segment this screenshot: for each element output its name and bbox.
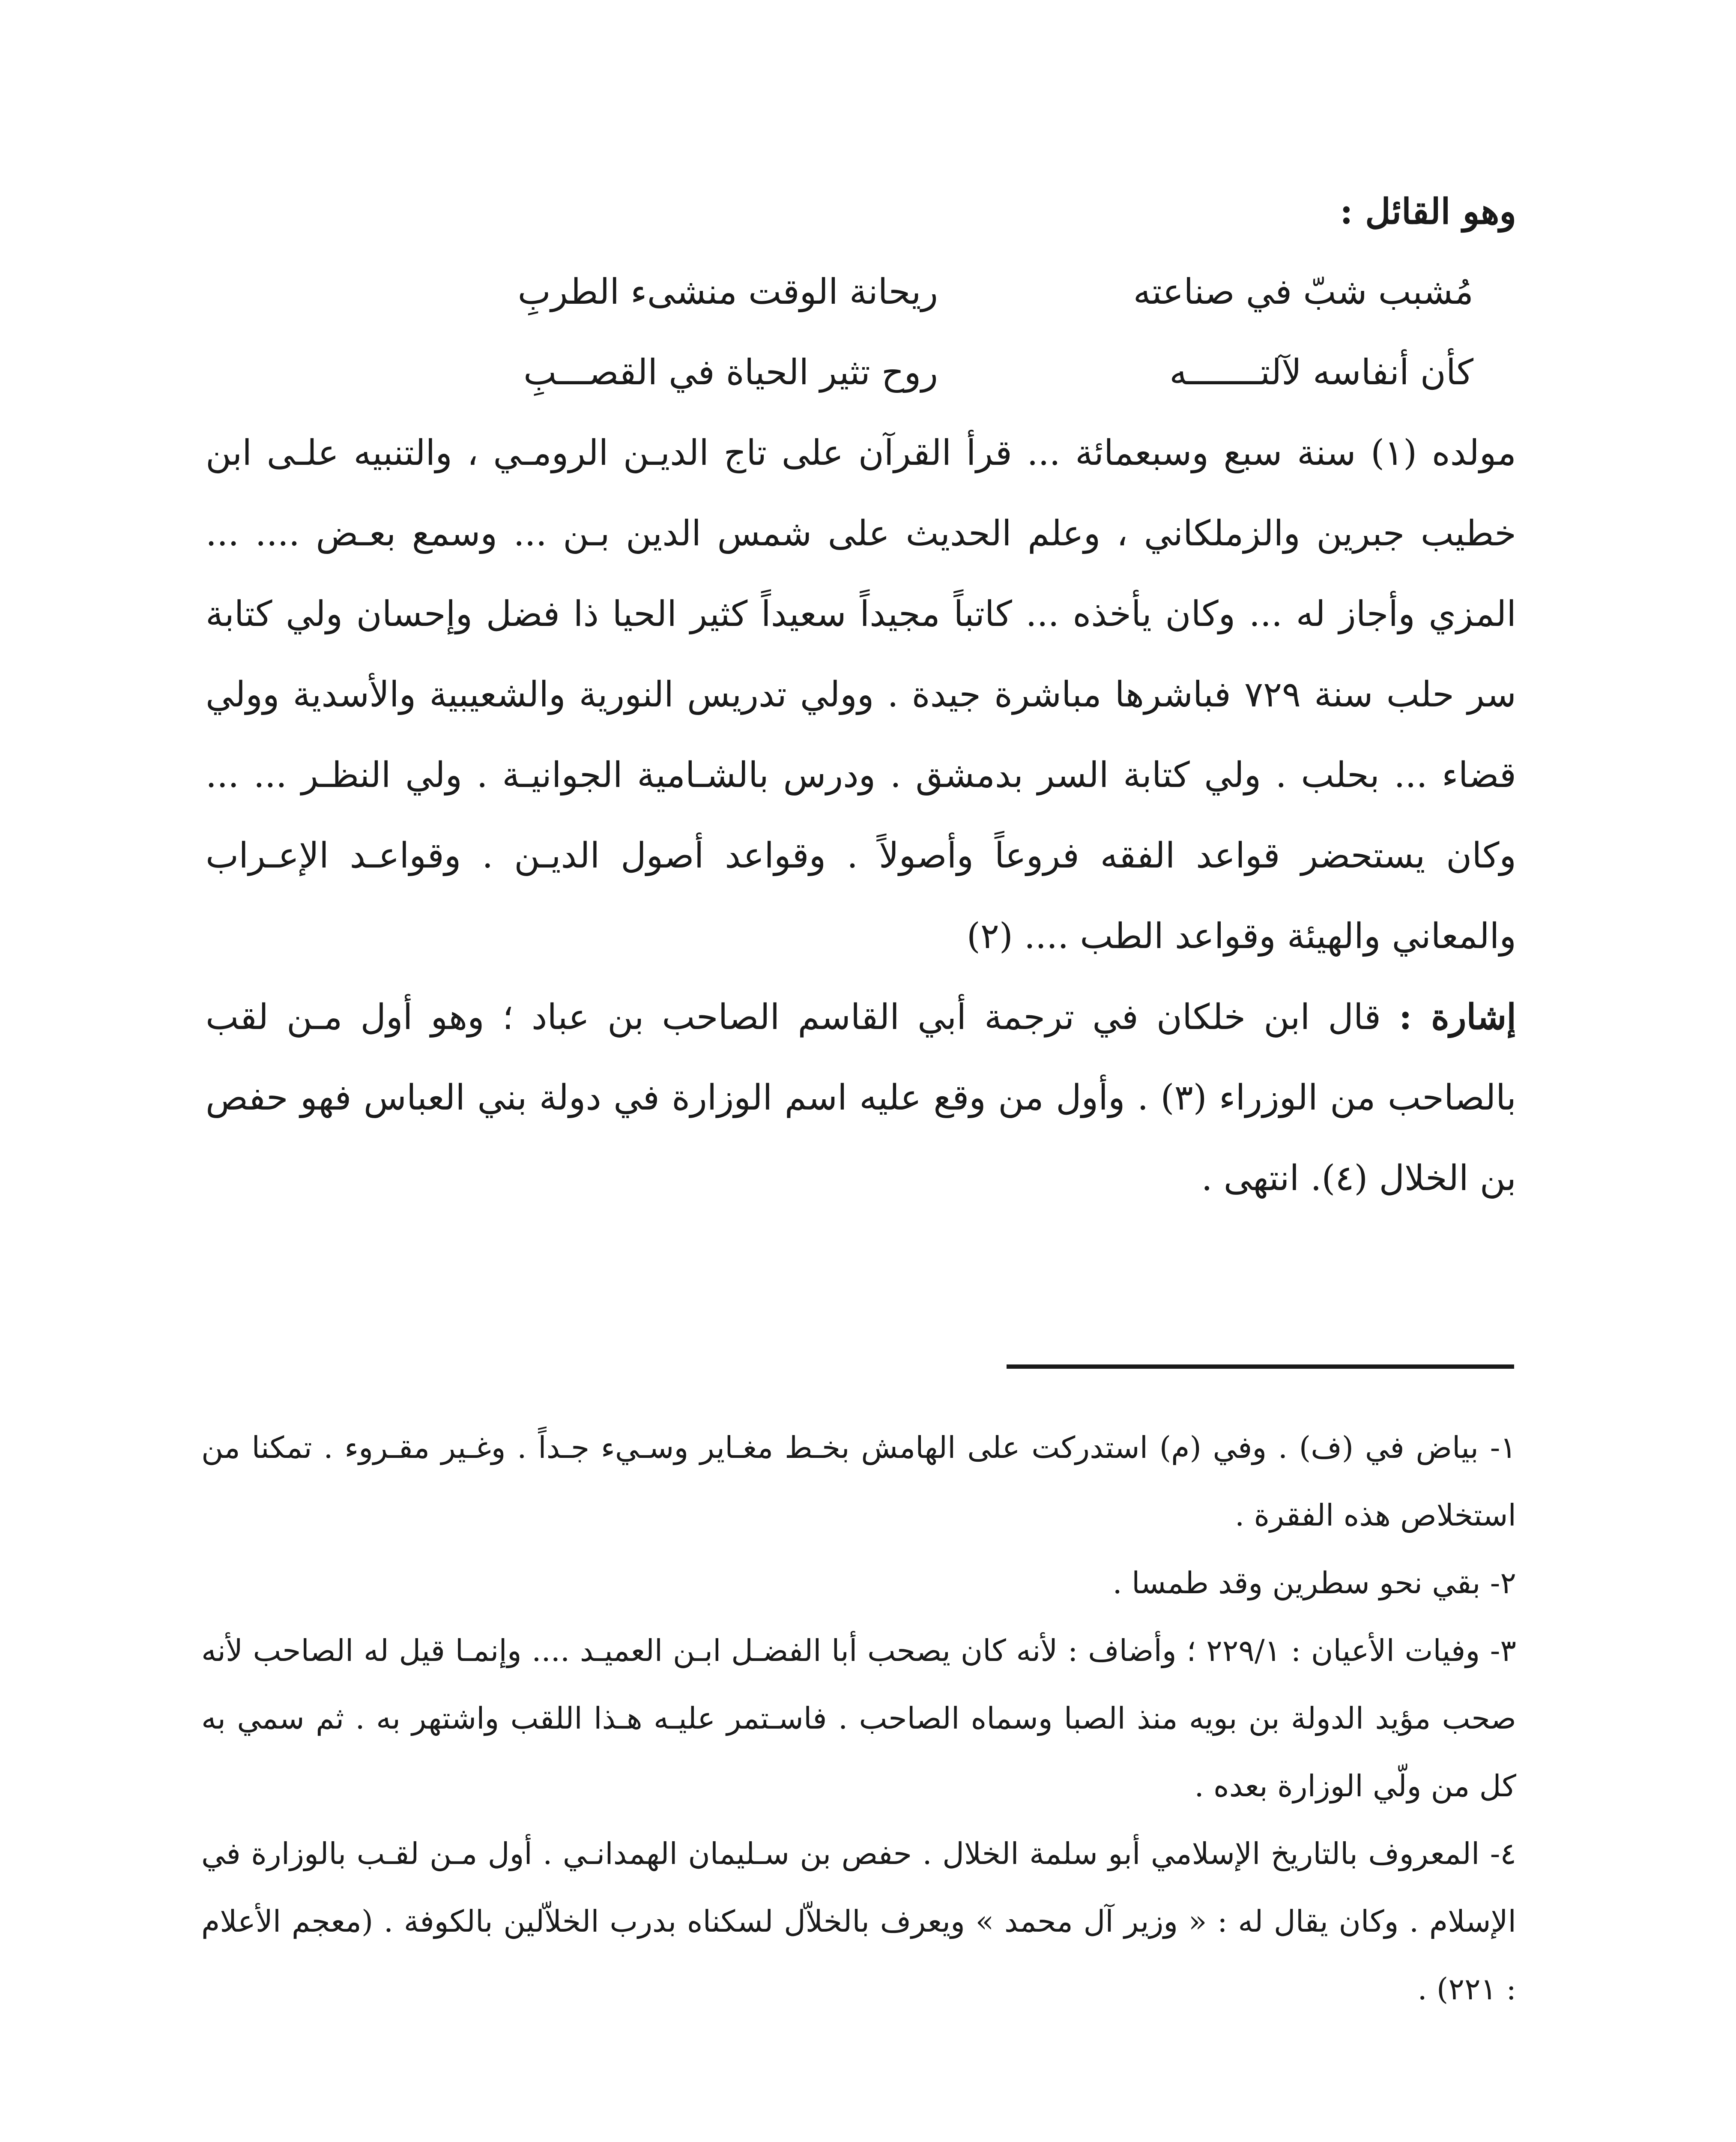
biography-paragraph: مولده (١) سنة سبع وسبعمائة ... قرأ القرآن على تاج الديـن الرومـي ، والتنبيه علـى ابن خطيب جبرين والزملكاني ، وعلم الحديث على شمس الدين بـن ... وسمع بعـض .... ... المزي وأجاز له ... وكان يأخذه ... كاتباً مجيداً سعيداً كثير الحيا ذا فضل وإحسان ولي كتابة سر حلب سنة ٧٢٩ فباشرها مباشرة جيدة . وولي تدريس النورية والشعيبية والأسدية وولي قضاء ... بحلب . ولي كتابة السر بدمشق . ودرس بالشـامية الجوانيـة . ولي النظـر ... ... وكان يستحضر قواعد الفقه فروعاً وأصولاً . وقواعد أصول الديـن . وقواعـد الإعـراب والمعاني والهيئة وقواعد الطب .... (٢) bbox=[206, 433, 1516, 957]
verse-intro: وهو القائل : bbox=[1340, 191, 1516, 232]
isharah-paragraph bbox=[206, 977, 1516, 1219]
isharah-text: قال ابن خلكان في ترجمة أبي القاسم الصاحب بن عباد ؛ وهو أول مـن لقب بالصاحب من الوزراء (٣) . وأول من وقع عليه اسم الوزارة في دولة بني العباس فهو حفص بن الخلال (٤). انتهى . bbox=[206, 997, 1516, 1199]
footnote-1: ١- بياض في (ف) . وفي (م) استدركت على الهامش بخـط مغـاير وسـيء جـداً . وغـير مقـروء . تمكنا من استخلاص هذه الفقرة . bbox=[201, 1430, 1516, 1533]
footnote-divider bbox=[1007, 1364, 1514, 1369]
footnote-2: ٢- بقي نحو سطرين وقد طمسا . bbox=[1112, 1565, 1516, 1601]
main-text bbox=[206, 171, 1516, 1219]
verse-1-first-hemistich: مُشبب شبّ في صناعته bbox=[1133, 272, 1473, 312]
verse-1-second-hemistich: ريحانة الوقت منشىء الطربِ bbox=[517, 272, 938, 312]
footnote-4: ٤- المعروف بالتاريخ الإسلامي أبو سلمة الخلال . حفص بن سـليمان الهمدانـي . أول مـن لقـب بالوزارة في الإسلام . وكان يقال له : « وزير آل محمد » ويعرف بالخلاّل لسكناه بدرب الخلاّلين بالكوفة . (معجم الأعلام : ٢٢١) . bbox=[201, 1836, 1516, 2007]
verse-2-first-hemistich: كأن أنفاسه لآلتـــــــه bbox=[1169, 352, 1473, 393]
verse-line-1 bbox=[206, 252, 1516, 332]
footnotes bbox=[201, 1414, 1516, 2023]
verse-line-2 bbox=[206, 332, 1516, 413]
isharah-label: إشارة : bbox=[1399, 996, 1516, 1038]
footnote-3: ٣- وفيات الأعيان : ٢٢٩/١ ؛ وأضاف : لأنه كان يصحب أبا الفضـل ابـن العميـد .... وإنمـا قيل له الصاحب لأنه صحب مؤيد الدولة بن بويه منذ الصبا وسماه الصاحب . فاسـتمر عليـه هـذا اللقب واشتهر به . ثم سمي به كل من ولّي الوزارة بعده . bbox=[201, 1633, 1516, 1804]
verse-2-second-hemistich: روح تثير الحياة في القصـــبِ bbox=[523, 352, 938, 393]
